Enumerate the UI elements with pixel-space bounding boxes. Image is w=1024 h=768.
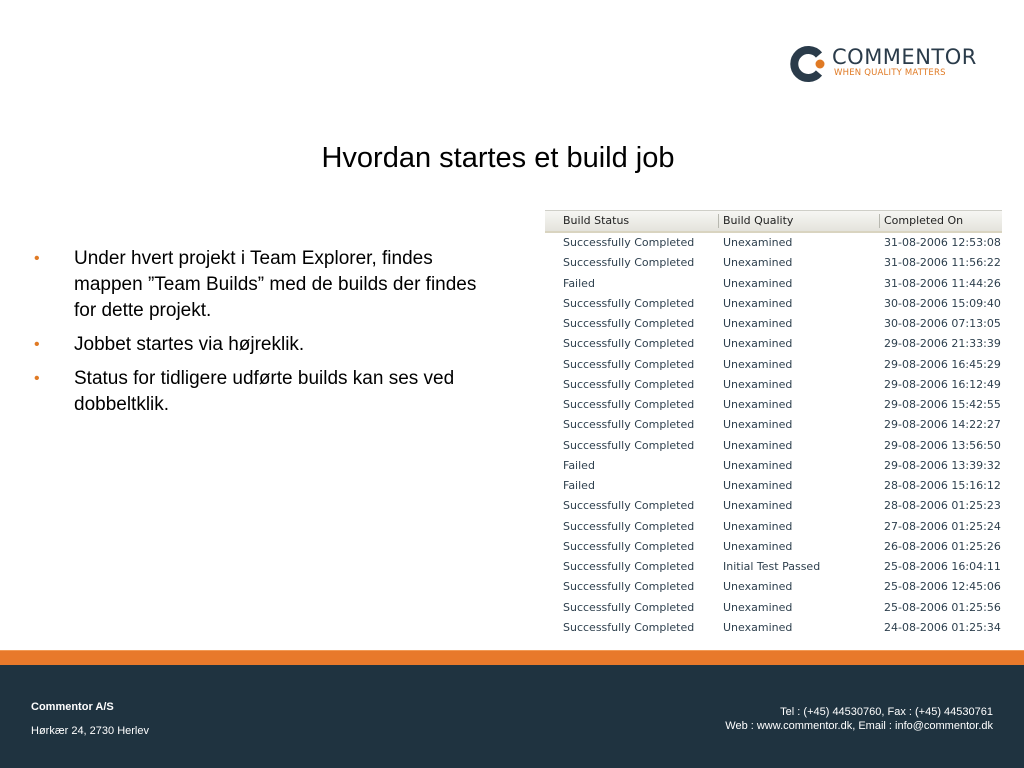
completed-on-cell: 25-08-2006 12:45:06 [884, 580, 1001, 594]
build-quality-cell: Initial Test Passed [723, 560, 821, 573]
build-quality-cell: Unexamined [723, 377, 793, 391]
build-status-cell: Successfully Completed [563, 337, 695, 351]
table-row[interactable] [545, 253, 1002, 273]
table-row[interactable] [545, 537, 1002, 557]
build-status-cell: Failed [563, 458, 595, 472]
completed-on-cell: 29-08-2006 15:42:55 [884, 398, 1001, 411]
completed-on-cell: 30-08-2006 07:13:05 [884, 317, 1001, 330]
build-quality-cell: Unexamined [723, 620, 793, 634]
bullet-text: Status for tidligere udførte builds kan ses ved dobbeltklik. [74, 368, 455, 415]
build-list-table [545, 210, 1002, 640]
build-status-cell: Successfully Completed [563, 519, 695, 533]
bullet-text: Jobbet startes via højreklik. [74, 334, 305, 355]
build-quality-cell: Unexamined [723, 398, 793, 411]
build-quality-cell: Unexamined [723, 600, 793, 614]
build-quality-cell: Unexamined [723, 519, 793, 533]
build-status-cell: Successfully Completed [563, 560, 695, 573]
build-quality-cell: Unexamined [723, 539, 793, 553]
table-row[interactable] [545, 598, 1002, 618]
commentor-c-logo-icon [788, 44, 828, 84]
table-body [545, 233, 1002, 638]
build-quality-cell: Unexamined [723, 479, 793, 492]
completed-on-cell: 27-08-2006 01:25:24 [884, 519, 1001, 533]
build-status-cell: Successfully Completed [563, 600, 695, 614]
completed-on-cell: 31-08-2006 12:53:08 [884, 236, 1001, 249]
build-status-cell: Successfully Completed [563, 317, 695, 330]
footer [0, 665, 1024, 768]
footer-contact [725, 705, 993, 733]
build-status-cell: Successfully Completed [563, 357, 695, 371]
completed-on-cell: 31-08-2006 11:44:26 [884, 276, 1001, 290]
completed-on-cell: 25-08-2006 16:04:11 [884, 560, 1001, 573]
build-status-cell: Successfully Completed [563, 398, 695, 411]
completed-on-cell: 29-08-2006 16:45:29 [884, 357, 1001, 371]
build-status-cell: Successfully Completed [563, 580, 695, 594]
logo-tagline: WHEN QUALITY MATTERS [834, 68, 946, 78]
table-row[interactable] [545, 517, 1002, 537]
table-row[interactable] [545, 355, 1002, 375]
build-quality-cell: Unexamined [723, 438, 793, 452]
build-quality-cell: Unexamined [723, 337, 793, 351]
completed-on-cell: 31-08-2006 11:56:22 [884, 256, 1001, 270]
table-row[interactable] [545, 496, 1002, 516]
completed-on-cell: 30-08-2006 15:09:40 [884, 296, 1001, 310]
bullet-list [30, 246, 500, 426]
build-quality-cell: Unexamined [723, 236, 793, 249]
build-status-cell: Successfully Completed [563, 499, 695, 513]
footer-web-email: Web : www.commentor.dk, Email : info@commentor.dk [725, 720, 993, 732]
table-row[interactable] [545, 436, 1002, 456]
build-status-cell: Successfully Completed [563, 418, 695, 432]
column-separator[interactable] [879, 214, 880, 228]
build-status-cell: Failed [563, 276, 595, 290]
completed-on-cell: 25-08-2006 01:25:56 [884, 600, 1001, 614]
column-header-completed-on[interactable]: Completed On [884, 214, 964, 227]
build-status-cell: Successfully Completed [563, 377, 695, 391]
slide-title: Hvordan startes et build job [321, 142, 675, 174]
build-quality-cell: Unexamined [723, 458, 793, 472]
table-row[interactable] [545, 375, 1002, 395]
table-row[interactable] [545, 476, 1002, 496]
completed-on-cell: 24-08-2006 01:25:34 [884, 620, 1001, 634]
build-quality-cell: Unexamined [723, 357, 793, 371]
bullet-dot-icon: • [34, 370, 40, 387]
column-header-build-status[interactable]: Build Status [563, 214, 630, 227]
build-status-cell: Successfully Completed [563, 620, 695, 634]
bullet-item [30, 366, 500, 418]
table-row[interactable] [545, 274, 1002, 294]
logo-name: COMMENTOR [832, 45, 977, 69]
build-status-cell: Successfully Completed [563, 539, 695, 553]
table-row[interactable] [545, 294, 1002, 314]
table-row[interactable] [545, 415, 1002, 435]
completed-on-cell: 29-08-2006 13:39:32 [884, 458, 1001, 472]
bullet-dot-icon: • [34, 336, 40, 353]
table-row[interactable] [545, 395, 1002, 415]
build-quality-cell: Unexamined [723, 317, 793, 330]
table-row[interactable] [545, 618, 1002, 638]
build-status-cell: Successfully Completed [563, 256, 695, 270]
build-status-cell: Failed [563, 479, 595, 492]
table-row[interactable] [545, 233, 1002, 253]
build-quality-cell: Unexamined [723, 276, 793, 290]
column-separator[interactable] [718, 214, 719, 228]
build-status-cell: Successfully Completed [563, 438, 695, 452]
footer-company: Commentor A/S [31, 701, 114, 713]
completed-on-cell: 29-08-2006 16:12:49 [884, 377, 1001, 391]
build-quality-cell: Unexamined [723, 499, 793, 513]
build-quality-cell: Unexamined [723, 296, 793, 310]
completed-on-cell: 28-08-2006 01:25:23 [884, 499, 1001, 513]
footer-phone-fax: Tel : (+45) 44530760, Fax : (+45) 44530761 [780, 706, 993, 718]
build-quality-cell: Unexamined [723, 256, 793, 270]
build-quality-cell: Unexamined [723, 418, 793, 432]
bullet-text: Under hvert projekt i Team Explorer, findes mappen ”Team Builds” med de builds der findes for dette projekt. [74, 248, 477, 321]
column-header-build-quality[interactable]: Build Quality [723, 214, 794, 227]
completed-on-cell: 26-08-2006 01:25:26 [884, 539, 1001, 553]
bullet-item [30, 332, 500, 358]
completed-on-cell: 29-08-2006 13:56:50 [884, 438, 1001, 452]
commentor-logo [788, 44, 988, 84]
table-header [545, 210, 1002, 233]
table-row[interactable] [545, 577, 1002, 597]
build-status-cell: Successfully Completed [563, 296, 695, 310]
footer-address: Hørkær 24, 2730 Herlev [31, 725, 149, 737]
table-row[interactable] [545, 557, 1002, 577]
footer-accent-bar [0, 650, 1024, 665]
bullet-item [30, 246, 500, 324]
completed-on-cell: 29-08-2006 14:22:27 [884, 418, 1001, 432]
completed-on-cell: 29-08-2006 21:33:39 [884, 337, 1001, 351]
completed-on-cell: 28-08-2006 15:16:12 [884, 479, 1001, 492]
table-row[interactable] [545, 456, 1002, 476]
build-quality-cell: Unexamined [723, 580, 793, 594]
table-row[interactable] [545, 334, 1002, 354]
table-row[interactable] [545, 314, 1002, 334]
build-status-cell: Successfully Completed [563, 236, 695, 249]
bullet-dot-icon: • [34, 250, 40, 267]
